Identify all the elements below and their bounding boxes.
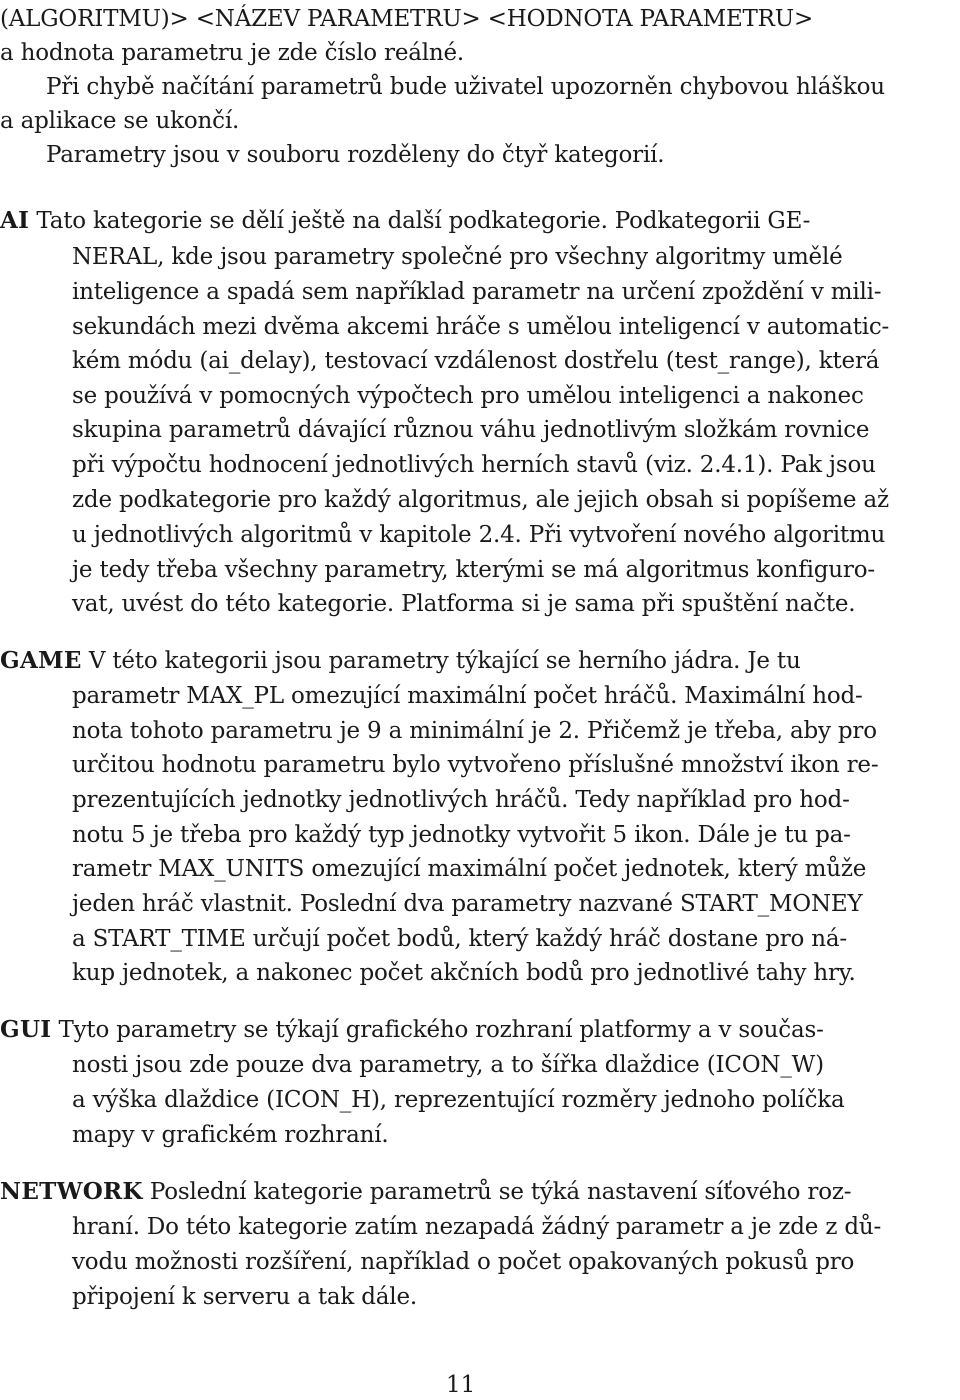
network-line: Poslední kategorie parametrů se týká nastavení síťového roz- xyxy=(149,1179,852,1205)
ai-line: inteligence a spadá sem například parametr na určení zpoždění v mili- xyxy=(72,279,882,305)
ai-first-line xyxy=(0,206,810,236)
ai-line: skupina parametrů dávající různou váhu jednotlivým složkám rovnice xyxy=(72,417,870,443)
ai-line: u jednotlivých algoritmů v kapitole 2.4. Při vytvoření nového algoritmu xyxy=(72,522,886,548)
intro-line-5: Parametry jsou v souboru rozděleny do čtyř kategorií. xyxy=(46,142,665,168)
ai-line: je tedy třeba všechny parametry, kterými se má algoritmus konfiguro- xyxy=(72,557,875,583)
gui-first-line xyxy=(0,1015,824,1045)
ai-line: zde podkategorie pro každý algoritmus, ale jejich obsah si popíšeme až xyxy=(72,487,889,513)
game-line: kup jednotek, a nakonec počet akčních bodů pro jednotlivé tahy hry. xyxy=(72,960,856,986)
gui-line: mapy v grafickém rozhraní. xyxy=(72,1122,389,1148)
network-label: NETWORK xyxy=(0,1178,143,1205)
ai-line: vat, uvést do této kategorie. Platforma si je sama při spuštění načte. xyxy=(72,591,856,617)
intro-line-4: a aplikace se ukončí. xyxy=(0,108,240,134)
gui-line: a výška dlaždice (ICON_H), reprezentující rozměry jednoho políčka xyxy=(72,1087,845,1113)
ai-line: se používá v pomocných výpočtech pro umělou inteligenci a nakonec xyxy=(72,383,864,409)
game-line: určitou hodnotu parametru bylo vytvořeno příslušné množství ikon re- xyxy=(72,752,879,778)
game-line: prezentujících jednotky jednotlivých hráčů. Tedy například pro hod- xyxy=(72,787,850,813)
ai-line: NERAL, kde jsou parametry společné pro všechny algoritmy umělé xyxy=(72,244,843,270)
game-line: nota tohoto parametru je 9 a minimální je 2. Přičemž je třeba, aby pro xyxy=(72,718,877,744)
gui-line: Tyto parametry se týkají grafického rozhraní platformy a v součas- xyxy=(58,1017,824,1043)
network-first-line xyxy=(0,1177,851,1207)
page-number: 11 xyxy=(446,1372,476,1398)
intro-line-3: Při chybě načítání parametrů bude uživatel upozorněn chybovou hláškou xyxy=(46,74,885,100)
game-label: GAME xyxy=(0,647,82,674)
network-line: hraní. Do této kategorie zatím nezapadá žádný parametr a je zde z dů- xyxy=(72,1214,882,1240)
ai-line: sekundách mezi dvěma akcemi hráče s umělou inteligencí v automatic- xyxy=(72,314,890,340)
ai-label: AI xyxy=(0,207,30,234)
ai-line: kém módu (ai_delay), testovací vzdálenost dostřelu (test_range), která xyxy=(72,348,880,374)
ai-line: Tato kategorie se dělí ještě na další podkategorie. Podkategorii GE- xyxy=(36,208,811,234)
game-first-line xyxy=(0,646,801,676)
game-line: jeden hráč vlastnit. Poslední dva parametry nazvané START_MONEY xyxy=(72,891,863,917)
intro-line-2: a hodnota parametru je zde číslo reálné. xyxy=(0,40,465,66)
game-line: V této kategorii jsou parametry týkající se herního jádra. Je tu xyxy=(88,648,801,674)
gui-label: GUI xyxy=(0,1016,52,1043)
game-line: rametr MAX_UNITS omezující maximální počet jednotek, který může xyxy=(72,856,867,882)
game-line: notu 5 je třeba pro každý typ jednotky vytvořit 5 ikon. Dále je tu pa- xyxy=(72,822,851,848)
network-line: připojení k serveru a tak dále. xyxy=(72,1284,417,1310)
ai-line: při výpočtu hodnocení jednotlivých herních stavů (viz. 2.4.1). Pak jsou xyxy=(72,452,876,478)
intro-line-1: (ALGORITMU)> <NÁZEV PARAMETRU> <HODNOTA PARAMETRU> xyxy=(0,6,814,32)
gui-line: nosti jsou zde pouze dva parametry, a to šířka dlaždice (ICON_W) xyxy=(72,1052,824,1078)
game-line: a START_TIME určují počet bodů, který každý hráč dostane pro ná- xyxy=(72,926,847,952)
game-line: parametr MAX_PL omezující maximální počet hráčů. Maximální hod- xyxy=(72,683,863,709)
network-line: vodu možnosti rozšíření, například o počet opakovaných pokusů pro xyxy=(72,1249,855,1275)
